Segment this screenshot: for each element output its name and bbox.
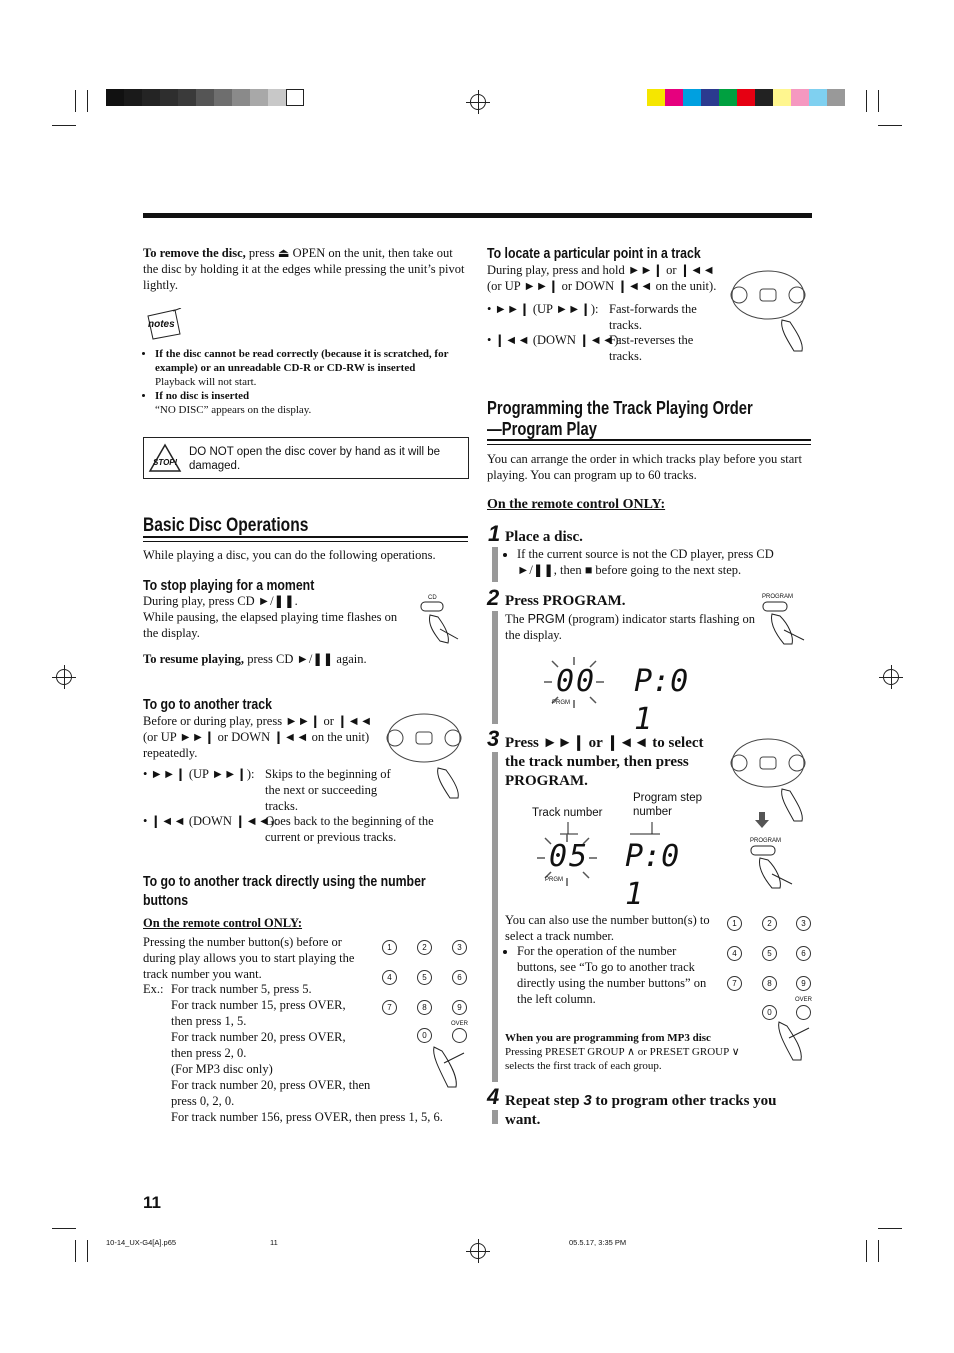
another-b1-key: • ►►❙ (UP ►►❙): bbox=[143, 767, 255, 781]
remove-disc-text: press ⏏ OPEN on the unit, then take out the disc by holding it at the edges while pressing the unit’s pivot lightly. bbox=[143, 246, 465, 292]
track-number-label: Track number bbox=[532, 807, 603, 819]
direct-remote-only: On the remote control ONLY: bbox=[143, 916, 303, 930]
footer-page: 11 bbox=[270, 1238, 278, 1247]
crop-mark bbox=[87, 1240, 88, 1262]
keypad-illustration-right bbox=[725, 916, 815, 1061]
remove-disc-bold: To remove the disc, bbox=[143, 246, 246, 260]
another-b1-value: Skips to the beginning of the next or succeeding tracks. bbox=[265, 767, 391, 813]
process-color-bar bbox=[647, 89, 845, 106]
prgm-indicator: PRGM bbox=[552, 700, 570, 706]
ex-line: For track number 15, press OVER, then press 1, 5. bbox=[171, 998, 346, 1028]
down-arrow-icon bbox=[755, 812, 769, 828]
crop-mark bbox=[878, 1240, 879, 1262]
crop-mark bbox=[866, 1240, 867, 1262]
remote-dpad-illustration-right bbox=[730, 265, 810, 355]
step-2-text: The PRGM (program) indicator starts flashing on the display. bbox=[505, 612, 755, 642]
color-swatch bbox=[665, 89, 683, 106]
color-swatch bbox=[268, 89, 286, 106]
key-7: 7 bbox=[727, 976, 742, 991]
locate-title: To locate a particular point in a track bbox=[487, 245, 701, 262]
display-illustration-1 bbox=[542, 655, 712, 738]
key-1: 1 bbox=[382, 940, 397, 955]
warning-box bbox=[143, 437, 469, 479]
remove-disc-paragraph bbox=[143, 245, 468, 293]
key-1: 1 bbox=[727, 916, 742, 931]
warning-text: DO NOT open the disc cover by hand as it will be damaged. bbox=[189, 446, 440, 473]
color-swatch bbox=[124, 89, 142, 106]
notes-icon: notes bbox=[145, 308, 183, 340]
key-3: 3 bbox=[452, 940, 467, 955]
key-5: 5 bbox=[762, 946, 777, 961]
crop-mark bbox=[866, 90, 867, 112]
stop-title: To stop playing for a moment bbox=[143, 577, 315, 594]
step-bar bbox=[492, 547, 498, 582]
color-swatch bbox=[719, 89, 737, 106]
crop-mark bbox=[878, 1228, 902, 1229]
cd-play-button-illustration: CD bbox=[418, 595, 463, 645]
step-4-title: Repeat step 3 to program other tracks you want. bbox=[505, 1092, 777, 1129]
locate-b2-value: Fast-reverses the tracks. bbox=[609, 333, 694, 363]
ex-line: For track number 5, press 5. bbox=[171, 982, 312, 996]
direct-text: Pressing the number button(s) before or during play allows you to start playing the track number you want. bbox=[143, 935, 355, 981]
crop-mark bbox=[75, 90, 76, 112]
crop-mark bbox=[87, 90, 88, 112]
another-b2-key: • ❙◄◄ (DOWN ❙◄◄): bbox=[143, 814, 278, 828]
step-2-number: 2 bbox=[487, 585, 500, 610]
section-rule bbox=[487, 439, 811, 445]
resume-text: To resume playing, press CD ►/❚❚ again. bbox=[143, 652, 367, 666]
program-remote-only: On the remote control ONLY: bbox=[487, 497, 666, 512]
basic-intro: While playing a disc, you can do the following operations. bbox=[143, 548, 436, 562]
key-9: 9 bbox=[452, 1000, 467, 1015]
step-2-title: Press PROGRAM. bbox=[505, 593, 626, 609]
key-8: 8 bbox=[417, 1000, 432, 1015]
crop-mark bbox=[52, 125, 76, 126]
key-7: 7 bbox=[382, 1000, 397, 1015]
another-track-text: Before or during play, press ►►❙ or ❙◄◄ (or UP ►►❙ or DOWN ❙◄◄ on the unit) repeatedly. bbox=[143, 714, 373, 760]
key-8: 8 bbox=[762, 976, 777, 991]
step-1-title: Place a disc. bbox=[505, 529, 583, 545]
prgm-indicator: PRGM bbox=[545, 877, 563, 883]
mp3-bold: When you are programming from MP3 disc bbox=[505, 1032, 711, 1044]
key-3: 3 bbox=[796, 916, 811, 931]
crop-mark bbox=[75, 1240, 76, 1262]
display-illustration-2 bbox=[535, 832, 705, 913]
step-3-title: Press ►►❙ or ❙◄◄ to select the track number, then press PROGRAM. bbox=[505, 735, 704, 790]
crop-mark bbox=[878, 90, 879, 112]
registration-mark-right bbox=[883, 669, 899, 685]
step-bar bbox=[492, 1110, 498, 1124]
locate-text: During play, press and hold ►►❙ or ❙◄◄ (or UP ►►❙ or DOWN ❙◄◄ on the unit). bbox=[487, 263, 717, 293]
key-2: 2 bbox=[417, 940, 432, 955]
color-swatch bbox=[142, 89, 160, 106]
color-swatch bbox=[683, 89, 701, 106]
step-bar bbox=[492, 752, 498, 1082]
footer-file: 10-14_UX-G4[A].p65 bbox=[106, 1238, 177, 1247]
program-intro: You can arrange the order in which tracks play before you start playing. You can program up to 60 tracks. bbox=[487, 452, 802, 482]
key-4: 4 bbox=[382, 970, 397, 985]
key-0: 0 bbox=[417, 1028, 432, 1043]
color-swatch bbox=[737, 89, 755, 106]
page-number: 11 bbox=[143, 1193, 161, 1212]
registration-mark-left bbox=[56, 669, 72, 685]
color-swatch bbox=[791, 89, 809, 106]
color-swatch bbox=[773, 89, 791, 106]
color-swatch bbox=[286, 89, 304, 106]
color-swatch bbox=[232, 89, 250, 106]
mp3-text: Pressing PRESET GROUP ∧ or PRESET GROUP ∨ selects the first track of each group. bbox=[505, 1046, 740, 1073]
note-item: • If no disc is inserted “NO DISC” appears on the display. bbox=[155, 389, 468, 417]
step-4-number: 4 bbox=[487, 1084, 500, 1109]
color-swatch bbox=[250, 89, 268, 106]
locate-b2-key: • ❙◄◄ (DOWN ❙◄◄): bbox=[487, 333, 622, 347]
locate-b1-value: Fast-forwards the tracks. bbox=[609, 302, 697, 332]
another-track-title: To go to another track bbox=[143, 696, 272, 713]
color-swatch bbox=[755, 89, 773, 106]
registration-mark-top bbox=[470, 94, 486, 110]
registration-mark-bottom bbox=[470, 1243, 486, 1259]
step-bar bbox=[492, 611, 498, 724]
over-label: OVER bbox=[451, 1021, 469, 1027]
basic-disc-operations-title: Basic Disc Operations bbox=[143, 515, 309, 536]
section-rule bbox=[143, 536, 468, 542]
note-item: • If the disc cannot be read correctly (because it is scratched, for example) or an unreadable CD-R or CD-RW is inserted Playback will not start. bbox=[155, 347, 468, 389]
lcd-step: P:0 1 bbox=[634, 664, 689, 738]
ex-line: For track number 20, press OVER, then press 0, 2, 0. bbox=[171, 1078, 371, 1108]
key-5: 5 bbox=[417, 970, 432, 985]
key-over bbox=[796, 1005, 811, 1020]
remote-dpad-illustration bbox=[386, 712, 466, 802]
key-9: 9 bbox=[796, 976, 811, 991]
program-title: Programming the Track Playing Order —Program Play bbox=[487, 398, 753, 439]
footer-date: 05.5.17, 3:35 PM bbox=[569, 1238, 627, 1247]
step-3-number: 3 bbox=[487, 726, 500, 751]
step-1-number: 1 bbox=[488, 521, 501, 546]
color-swatch bbox=[827, 89, 845, 106]
ex-line: (For MP3 disc only) bbox=[171, 1062, 273, 1076]
program-step-label: Program step number bbox=[633, 792, 703, 819]
ex-label: Ex.: bbox=[143, 982, 164, 996]
gray-color-bar bbox=[106, 89, 304, 106]
color-swatch bbox=[214, 89, 232, 106]
notes-list bbox=[143, 347, 468, 417]
stop-icon: STOP! bbox=[148, 443, 182, 473]
step-1-bullet: • If the current source is not the CD player, press CD ►/❚❚, then ■ before going to the next step. bbox=[505, 546, 775, 578]
color-swatch bbox=[701, 89, 719, 106]
color-swatch bbox=[196, 89, 214, 106]
key-6: 6 bbox=[452, 970, 467, 985]
color-swatch bbox=[647, 89, 665, 106]
key-6: 6 bbox=[796, 946, 811, 961]
keypad-illustration-left bbox=[380, 940, 470, 1090]
lcd-step: P:0 1 bbox=[625, 839, 680, 913]
color-swatch bbox=[160, 89, 178, 106]
key-over bbox=[452, 1028, 467, 1043]
header-rule bbox=[143, 213, 812, 218]
color-swatch bbox=[106, 89, 124, 106]
over-label: OVER bbox=[795, 997, 813, 1003]
remote-dpad-illustration-step3 bbox=[730, 735, 810, 825]
direct-title: To go to another track directly using the number buttons bbox=[143, 873, 426, 910]
stop-text: During play, press CD ►/❚❚. While pausing, the elapsed playing time flashes on the display. bbox=[143, 594, 398, 640]
ex-line: For track number 156, press OVER, then press 1, 5, 6. bbox=[171, 1110, 443, 1124]
key-2: 2 bbox=[762, 916, 777, 931]
program-button-illustration-step3: PROGRAM bbox=[748, 838, 798, 890]
key-4: 4 bbox=[727, 946, 742, 961]
color-swatch bbox=[809, 89, 827, 106]
crop-mark bbox=[878, 125, 902, 126]
number-bullet: • For the operation of the number buttons, see “To go to another track directly using the number buttons” on the left column. bbox=[505, 943, 717, 1007]
another-b2-value: Goes back to the beginning of the current or previous tracks. bbox=[265, 814, 434, 844]
crop-mark bbox=[52, 1228, 76, 1229]
ex-line: For track number 20, press OVER, then press 2, 0. bbox=[171, 1030, 346, 1060]
key-0: 0 bbox=[762, 1005, 777, 1020]
lcd-track: 00 bbox=[556, 664, 597, 699]
program-button-illustration: PROGRAM bbox=[760, 594, 810, 646]
locate-b1-key: • ►►❙ (UP ►►❙): bbox=[487, 302, 599, 316]
color-swatch bbox=[178, 89, 196, 106]
lcd-track: 05 bbox=[549, 839, 590, 874]
number-text: You can also use the number button(s) to select a track number. bbox=[505, 913, 710, 943]
